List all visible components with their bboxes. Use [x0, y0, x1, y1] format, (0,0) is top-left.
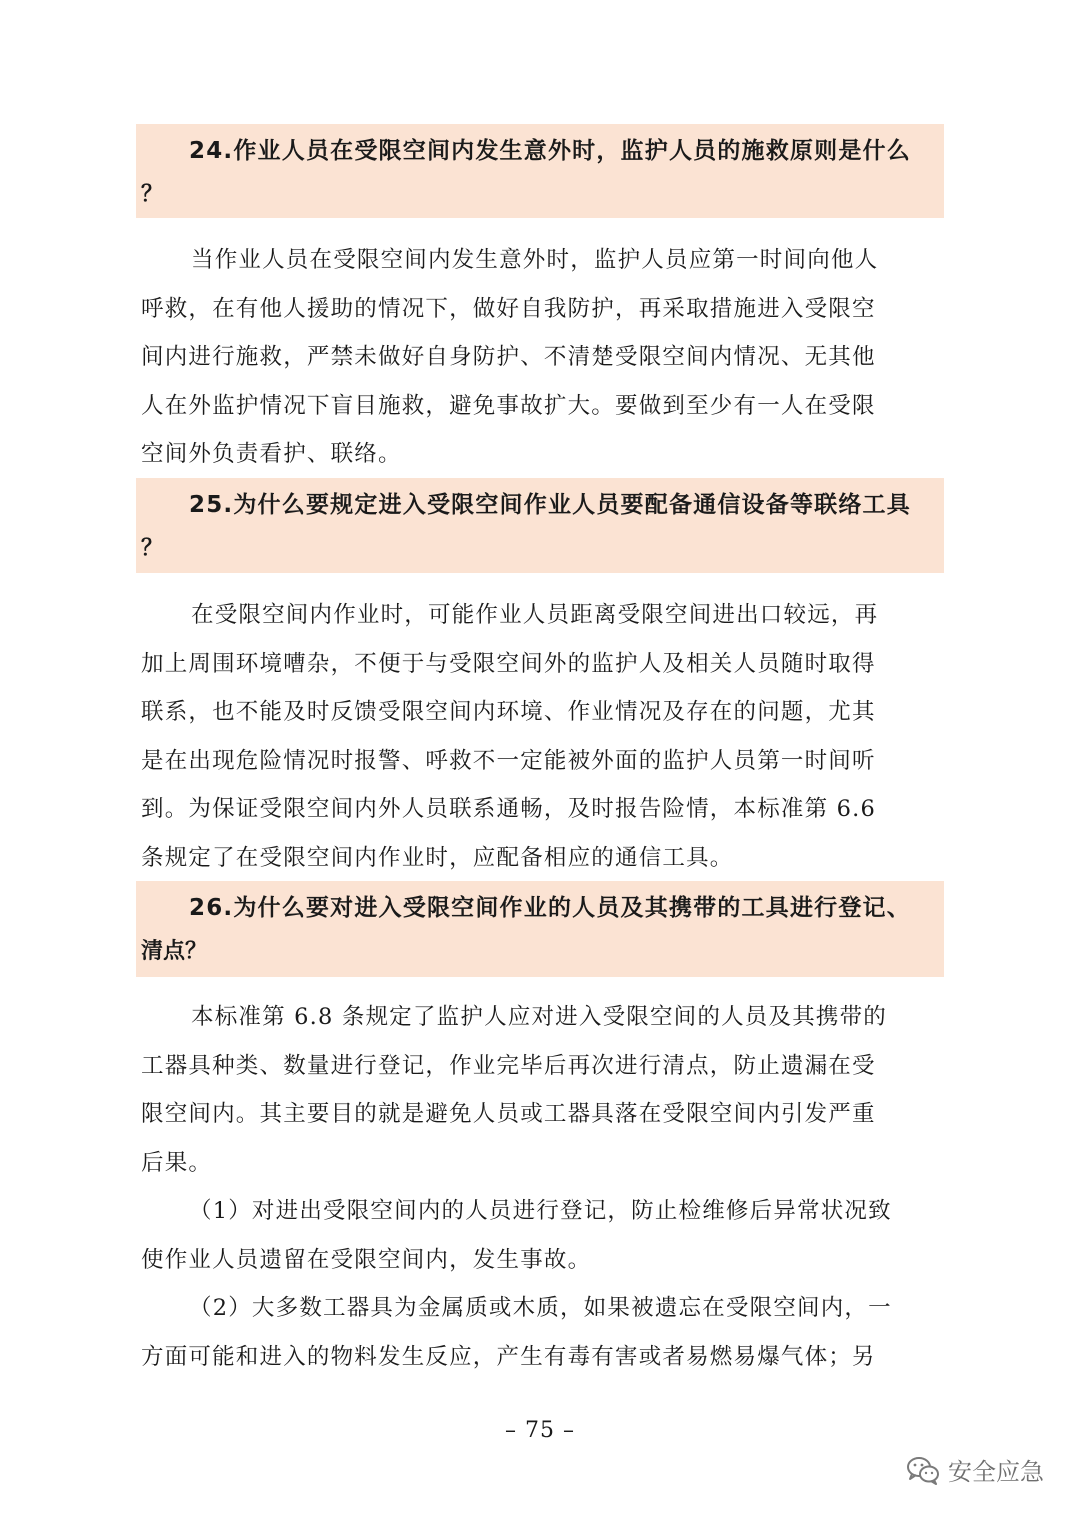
question-box-26 — [136, 881, 944, 977]
question-heading-25: 25.为什么要规定进入受限空间作业人员要配备通信设备等联络工具 — [189, 492, 911, 518]
wechat-icon — [906, 1455, 940, 1485]
answer-paragraph-24 — [141, 236, 931, 479]
question-heading-25-cont: ？ — [141, 536, 164, 561]
text-line: 加上周围环境嘈杂，不便于与受限空间外的监护人及相关人员随时取得 — [141, 650, 876, 677]
text-line: （1）对进出受限空间内的人员进行登记，防止检维修后异常状况致 — [189, 1198, 892, 1224]
question-heading-26-cont: 清点？ — [141, 939, 208, 964]
question-box-25 — [136, 478, 944, 573]
text-line: 人在外监护情况下盲目施救，避免事故扩大。要做到至少有一人在受限 — [141, 392, 876, 419]
text-line: 联系，也不能及时反馈受限空间内环境、作业情况及存在的问题，尤其 — [141, 699, 876, 725]
watermark-text: 安全应急 — [948, 1458, 1044, 1486]
question-heading-24: 24.作业人员在受限空间内发生意外时，监护人员的施救原则是什么 — [189, 138, 911, 164]
text-line: 后果。 — [141, 1149, 213, 1176]
text-line: 间内进行施救，严禁未做好自身防护、不清楚受限空间内情况、无其他 — [141, 344, 876, 370]
text-line: 使作业人员遗留在受限空间内，发生事故。 — [141, 1246, 592, 1273]
question-heading-24-cont: ？ — [141, 182, 164, 207]
text-line: 到。为保证受限空间内外人员联系通畅，及时报告险情，本标准第 6.6 — [141, 796, 877, 822]
text-line: （2）大多数工器具为金属质或木质，如果被遗忘在受限空间内，一 — [189, 1295, 892, 1321]
watermark — [906, 1452, 1044, 1487]
answer-paragraph-25 — [141, 591, 931, 882]
text-line: 本标准第 6.8 条规定了监护人应对进入受限空间的人员及其携带的 — [191, 1004, 887, 1030]
question-box-24 — [136, 124, 944, 218]
page-number: – 75 – — [505, 1418, 575, 1443]
text-line: 呼救，在有他人援助的情况下，做好自我防护，再采取措施进入受限空 — [141, 295, 876, 322]
text-line: 在受限空间内作业时，可能作业人员距离受限空间进出口较远，再 — [191, 602, 879, 628]
text-line: 工器具种类、数量进行登记，作业完毕后再次进行清点，防止遗漏在受 — [141, 1052, 876, 1079]
text-line: 是在出现危险情况时报警、呼救不一定能被外面的监护人员第一时间听 — [141, 747, 876, 774]
answer-paragraph-26 — [141, 993, 931, 1381]
text-line: 条规定了在受限空间内作业时，应配备相应的通信工具。 — [141, 844, 734, 871]
text-line: 限空间内。其主要目的就是避免人员或工器具落在受限空间内引发严重 — [141, 1101, 876, 1127]
text-line: 方面可能和进入的物料发生反应，产生有毒有害或者易燃易爆气体；另 — [141, 1343, 876, 1370]
text-line: 空间外负责看护、联络。 — [141, 441, 402, 467]
question-heading-26: 26.为什么要对进入受限空间作业的人员及其携带的工具进行登记、 — [189, 895, 911, 921]
text-line: 当作业人员在受限空间内发生意外时，监护人员应第一时间向他人 — [191, 247, 879, 273]
